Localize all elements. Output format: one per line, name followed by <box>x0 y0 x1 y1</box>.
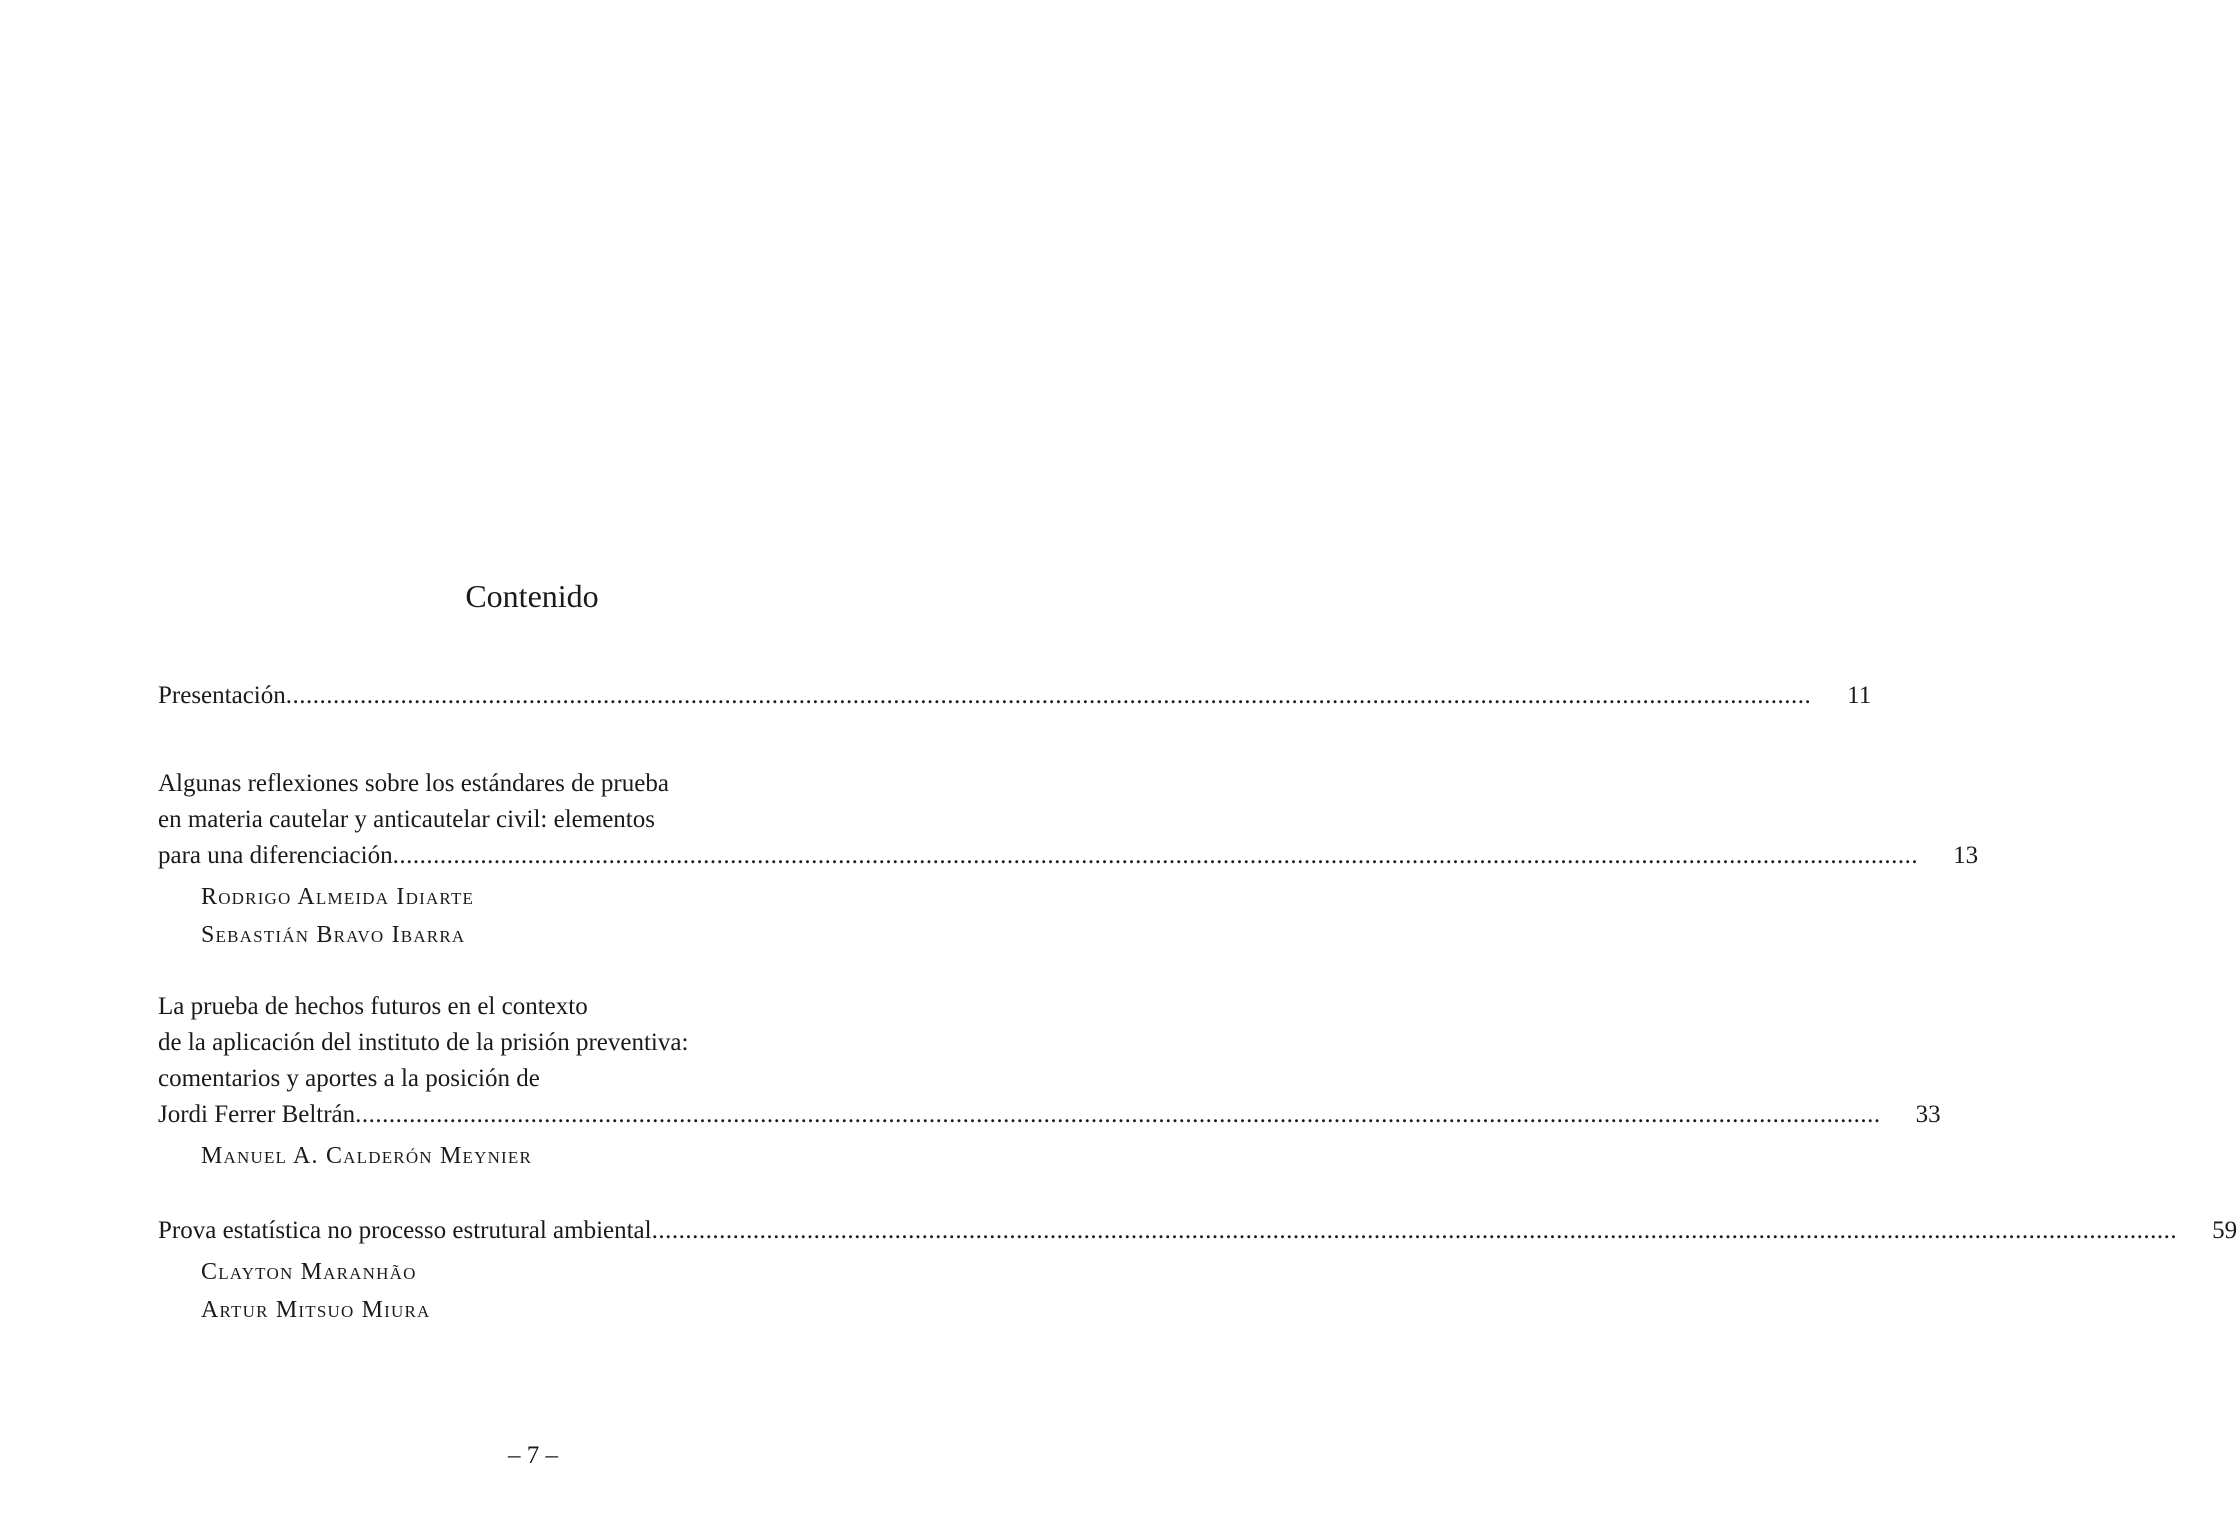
toc-entry-line <box>158 1097 1941 1133</box>
author-name: Manuel A. Calderón Meynier <box>201 1143 533 1169</box>
toc-entry-estandares[interactable] <box>158 766 1979 954</box>
toc-entry-title: Presentación <box>158 682 286 709</box>
toc-entry-title: Jordi Ferrer Beltrán <box>158 1101 356 1128</box>
toc-entry-title-line: de la aplicación del instituto de la prisión preventiva: <box>158 1029 689 1056</box>
author-name: Clayton Maranhão <box>201 1259 417 1285</box>
toc-entry-title: Prova estatística no processo estrutural ambiental <box>158 1217 652 1244</box>
toc-entry-presentacion[interactable] <box>158 678 1872 714</box>
toc-entry-line <box>158 678 1872 714</box>
dot-leader: .................................................................................................................................................................................................................................. <box>651 1217 2178 1244</box>
page-number: 33 <box>1915 1101 1941 1128</box>
toc-entry-title-line: comentarios y aportes a la posición de <box>158 1065 540 1092</box>
toc-entry-prova-estatistica[interactable] <box>158 1213 2237 1329</box>
dot-leader: .................................................................................................................................................................................................................................. <box>355 1101 1881 1128</box>
toc-entry-hechos-futuros[interactable] <box>158 989 1941 1175</box>
author-name: Sebastián Bravo Ibarra <box>201 922 466 948</box>
toc-entry-line <box>158 1213 2237 1249</box>
author-name: Artur Mitsuo Miura <box>201 1297 431 1323</box>
toc-entry-title-line: en materia cautelar y anticautelar civil: elementos <box>158 806 655 833</box>
page-number: 11 <box>1847 682 1872 709</box>
toc-entry-title-line: Algunas reflexiones sobre los estándares de prueba <box>158 770 669 797</box>
page-number: 13 <box>1953 842 1979 869</box>
toc-entry-title-line: La prueba de hechos futuros en el contexto <box>158 993 588 1020</box>
page-title: Contenido <box>465 578 599 614</box>
toc-entry-line <box>158 838 1979 874</box>
dot-leader: .................................................................................................................................................................................................................................. <box>392 842 1919 869</box>
dot-leader: .................................................................................................................................................................................................................................. <box>285 682 1812 709</box>
page-number: 59 <box>2212 1217 2237 1244</box>
toc-entry-title: para una diferenciación <box>158 842 393 869</box>
author-name: Rodrigo Almeida Idiarte <box>201 884 475 910</box>
page-folio: – 7 – <box>508 1442 558 1469</box>
